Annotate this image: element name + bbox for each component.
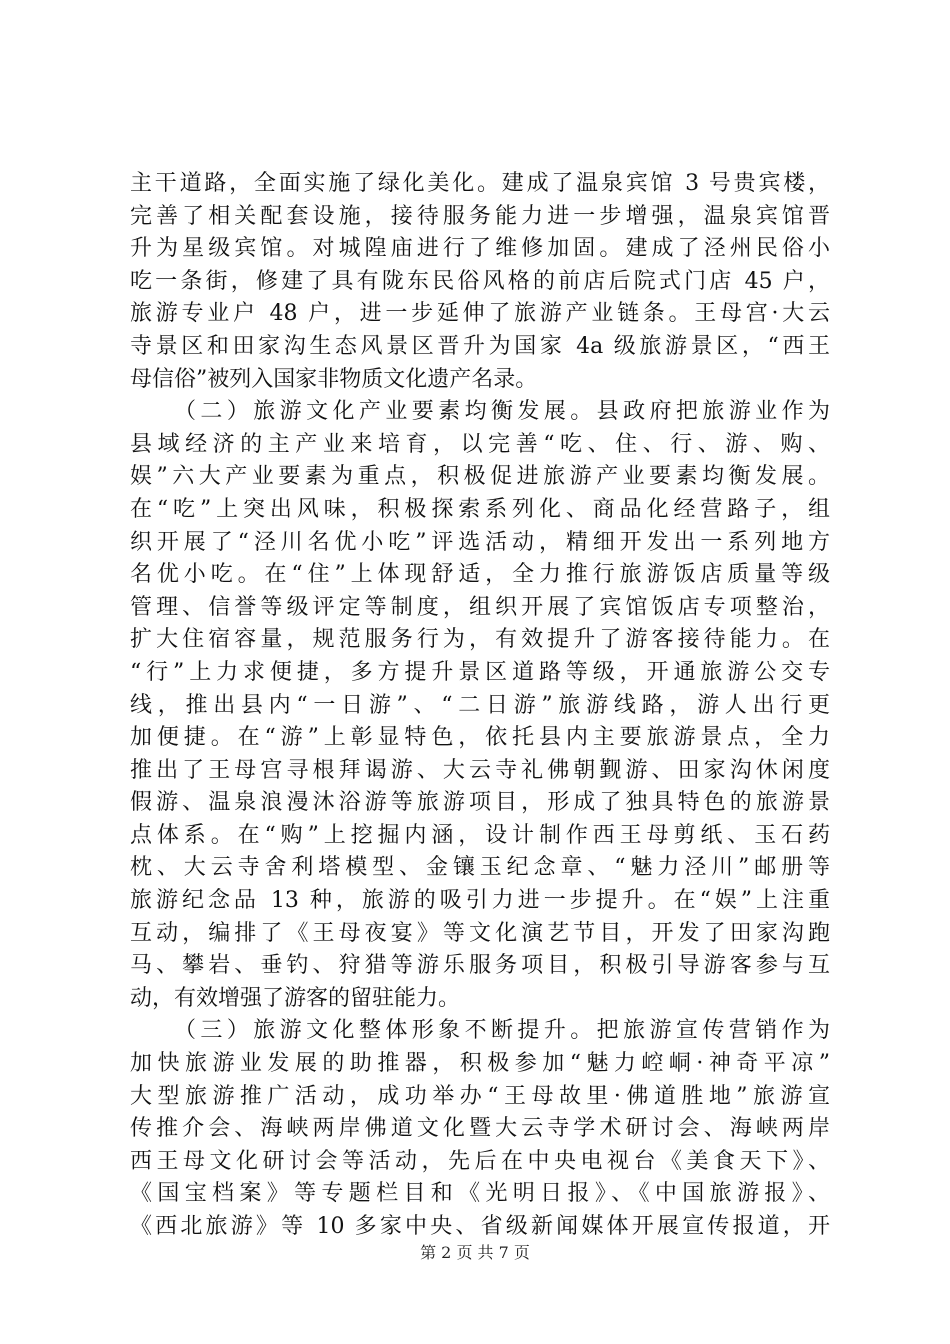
text-line: 娱”六大产业要素为重点，积极促进旅游产业要素均衡发展。 — [130, 464, 830, 490]
text-line: 西王母文化研讨会等活动，先后在中央电视台《美食天下》、 — [130, 1148, 830, 1174]
text-line: 名优小吃。在“住”上体现舒适，全力推行旅游饭店质量等级 — [130, 562, 830, 588]
text-line: 旅游专业户 48 户，进一步延伸了旅游产业链条。王母宫·大云 — [130, 301, 830, 327]
text-line: 点体系。在“购”上挖掘内涵，设计制作西王母剪纸、玉石药 — [130, 822, 830, 848]
text-line: 马、攀岩、垂钓、狩猎等游乐服务项目，积极引导游客参与互 — [130, 953, 830, 979]
text-line: 吃一条街，修建了具有陇东民俗风格的前店后院式门店 45 户， — [130, 268, 830, 294]
text-line: 假游、温泉浪漫沐浴游等旅游项目，形成了独具特色的旅游景 — [130, 790, 830, 816]
text-line: 县域经济的主产业来培育，以完善“吃、住、行、游、购、 — [130, 431, 830, 457]
text-line: （三）旅游文化整体形象不断提升。把旅游宣传营销作为 — [174, 1018, 830, 1044]
text-line: 互动，编排了《王母夜宴》等文化演艺节目，开发了田家沟跑 — [130, 920, 830, 946]
page-number-footer: 第 2 页 共 7 页 — [420, 1243, 530, 1262]
text-line: 主干道路，全面实施了绿化美化。建成了温泉宾馆 3 号贵宾楼， — [130, 171, 830, 196]
text-line: 动，有效增强了游客的留驻能力。 — [130, 985, 461, 1011]
text-line: （二）旅游文化产业要素均衡发展。县政府把旅游业作为 — [174, 399, 830, 425]
text-line: 在“吃”上突出风味，积极探索系列化、商品化经营路子，组 — [130, 496, 830, 522]
text-line: 加便捷。在“游”上彰显特色，依托县内主要旅游景点，全力 — [130, 725, 830, 751]
text-line: 加快旅游业发展的助推器，积极参加“魅力崆峒·神奇平凉” — [130, 1051, 830, 1077]
text-line: 升为星级宾馆。对城隍庙进行了维修加固。建成了泾州民俗小 — [130, 236, 830, 262]
text-line: 完善了相关配套设施，接待服务能力进一步增强，温泉宾馆晋 — [130, 203, 830, 229]
text-line: 旅游纪念品 13 种，旅游的吸引力进一步提升。在“娱”上注重 — [130, 888, 830, 914]
text-line: 《国宝档案》等专题栏目和《光明日报》、《中国旅游报》、 — [130, 1181, 830, 1207]
text-line: 大型旅游推广活动，成功举办“王母故里·佛道胜地”旅游宣 — [130, 1083, 830, 1109]
text-line: “行”上力求便捷，多方提升景区道路等级，开通旅游公交专 — [130, 659, 830, 685]
text-line: 扩大住宿容量，规范服务行为，有效提升了游客接待能力。在 — [130, 627, 830, 653]
text-line: 枕、大云寺舍利塔模型、金镶玉纪念章、“魅力泾川”邮册等 — [130, 855, 830, 881]
body-text — [130, 168, 830, 1244]
text-line: 传推介会、海峡两岸佛道文化暨大云寺学术研讨会、海峡两岸 — [130, 1116, 830, 1142]
text-line: 织开展了“泾川名优小吃”评选活动，精细开发出一系列地方 — [130, 529, 830, 555]
text-line: 管理、信誉等级评定等制度，组织开展了宾馆饭店专项整治， — [130, 594, 830, 620]
text-line: 线，推出县内“一日游”、“二日游”旅游线路，游人出行更 — [130, 692, 830, 718]
text-line: 推出了王母宫寻根拜谒游、大云寺礼佛朝觐游、田家沟休闲度 — [130, 757, 830, 783]
text-line: 《西北旅游》等 10 多家中央、省级新闻媒体开展宣传报道，开 — [130, 1214, 830, 1239]
text-line: 寺景区和田家沟生态风景区晋升为国家 4a 级旅游景区，“西王 — [130, 333, 830, 359]
text-line: 母信俗”被列入国家非物质文化遗产名录。 — [130, 366, 538, 392]
